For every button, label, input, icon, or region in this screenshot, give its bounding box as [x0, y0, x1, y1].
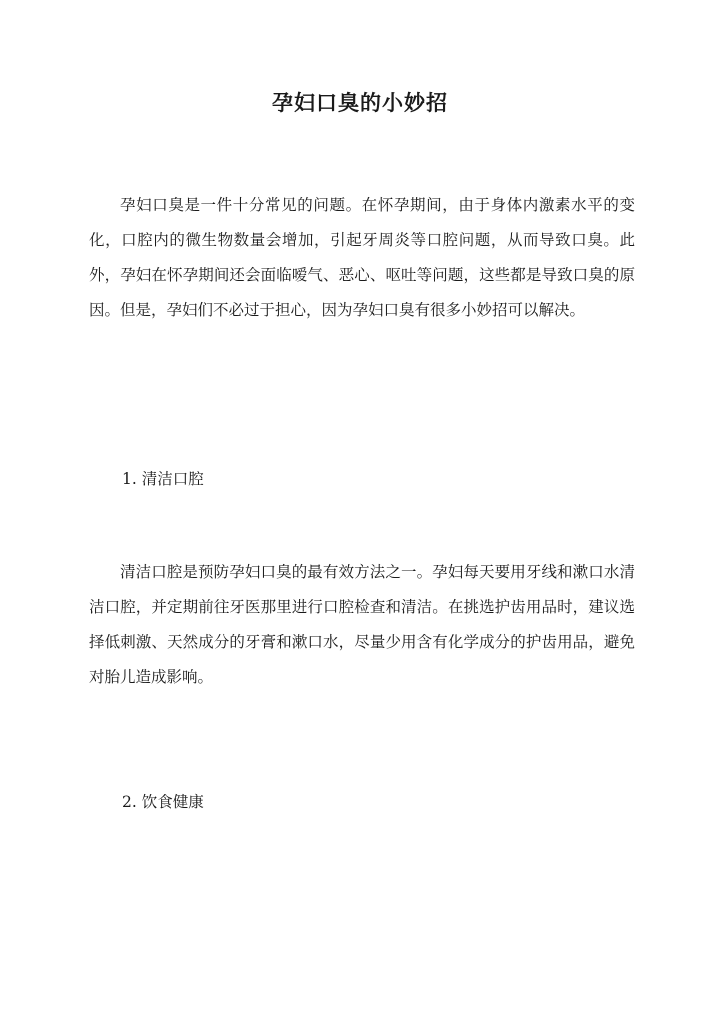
section-heading-clean-mouth: 1. 清洁口腔: [122, 470, 204, 488]
intro-paragraph: 孕妇口臭是一件十分常见的问题。在怀孕期间，由于身体内激素水平的变化，口腔内的微生物数量会增加，引起牙周炎等口腔问题，从而导致口臭。此外，孕妇在怀孕期间还会面临嗳气、恶心、呕吐等问题，这些都是导致口臭的原因。但是，孕妇们不必过于担心，因为孕妇口臭有很多小妙招可以解决。: [89, 196, 635, 319]
section-heading-healthy-diet: 2. 饮食健康: [122, 793, 204, 811]
document-title: 孕妇口臭的小妙招: [272, 90, 448, 115]
section-body-clean-mouth: 清洁口腔是预防孕妇口臭的最有效方法之一。孕妇每天要用牙线和漱口水清洁口腔，并定期前往牙医那里进行口腔检查和清洁。在挑选护齿用品时，建议选择低刺激、天然成分的牙膏和漱口水，尽量少用含有化学成分的护齿用品，避免对胎儿造成影响。: [89, 563, 635, 686]
